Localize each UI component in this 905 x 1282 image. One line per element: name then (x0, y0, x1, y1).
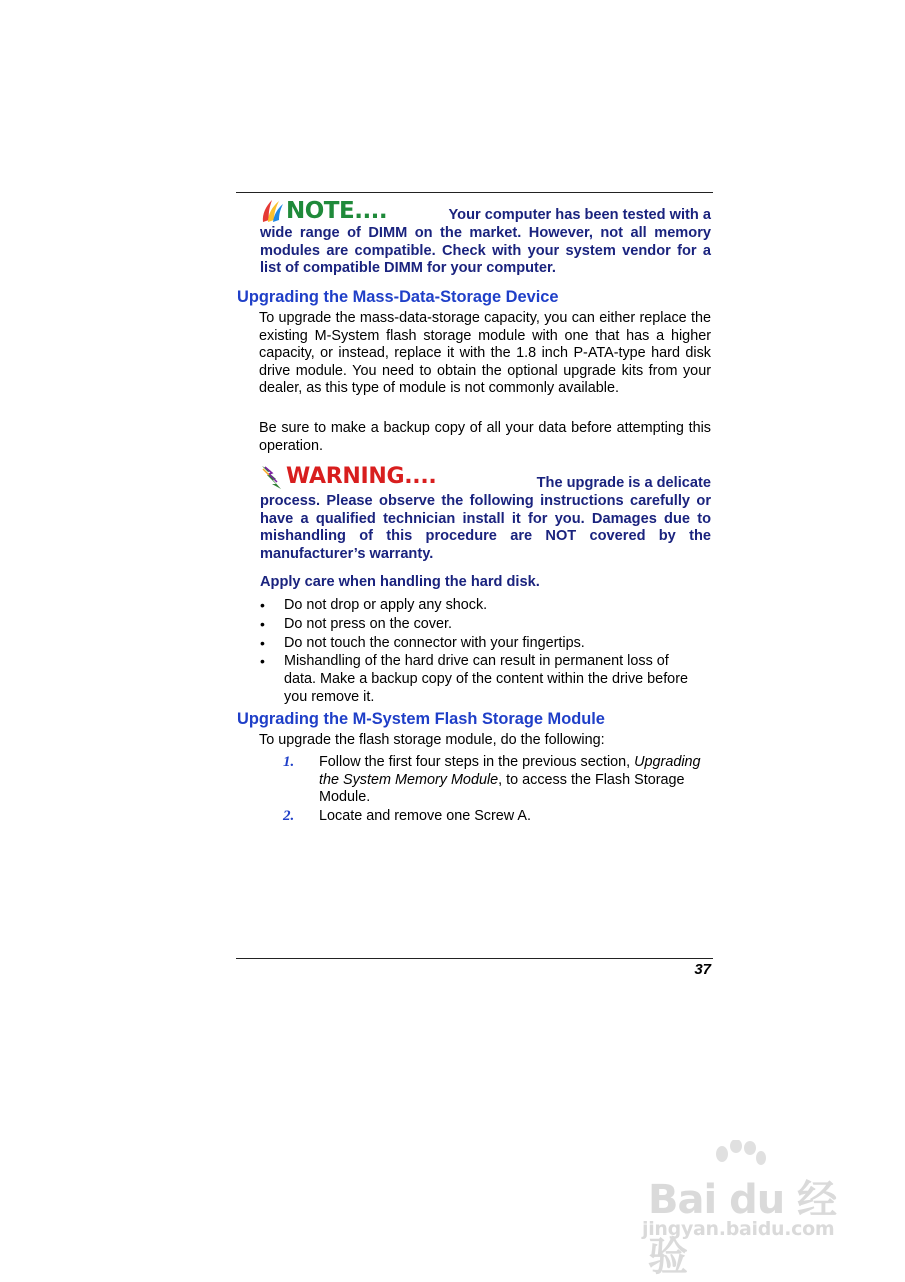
step-number: 2. (283, 808, 295, 825)
step-text: Locate and remove one Screw A. (319, 808, 531, 825)
bullet-icon: • (260, 634, 265, 651)
list-item (259, 635, 699, 653)
warning-label: WARNING.... (286, 464, 437, 489)
note-callout (260, 197, 711, 278)
section-heading-mass-storage: Upgrading the Mass-Data-Storage Device (237, 288, 559, 306)
bullet-icon: • (260, 615, 265, 632)
note-first-line: Your computer has been tested with a (448, 207, 711, 223)
step-text-tail: , to access the Flash Storage Module. (319, 771, 685, 806)
watermark-brand: Bai du 经验 (648, 1177, 837, 1280)
step-number: 1. (283, 754, 295, 770)
steps-list (283, 754, 703, 827)
section-heading-flash-module: Upgrading the M-System Flash Storage Module (237, 710, 605, 728)
note-logo (260, 197, 387, 225)
mass-storage-paragraph: To upgrade the mass-data-storage capacity, you can either replace the existing M-System flash storage module with one that has a higher capacity, or instead, replace it with the 1.8 inch P-ATA-type hard disk drive module. You need to obtain the optional upgrade kits from your dealer, as this type of module is not commonly available. (259, 310, 711, 397)
page-number: 37 (694, 961, 711, 978)
watermark-url: jingyan.baidu.com (642, 1218, 835, 1240)
step-item (283, 754, 703, 807)
step-item (283, 808, 703, 826)
bottom-rule (236, 958, 713, 959)
bullet-text: Mishandling of the hard drive can result in permanent loss of data. Make a backup copy of the content within the drive before you remove it. (284, 653, 688, 705)
bullet-icon: • (260, 653, 265, 670)
warning-logo (260, 463, 436, 491)
bullet-text: Do not press on the cover. (284, 615, 452, 632)
warning-first-line: The upgrade is a delicate (536, 475, 711, 491)
warning-callout (260, 463, 711, 563)
bullet-text: Do not touch the connector with your fingertips. (284, 634, 585, 651)
warning-body: process. Please observe the following instructions carefully or have a qualified technician install it for you. Damages due to mishandling of this procedure are NOT covered by the manufacturer’s warranty. (260, 493, 711, 562)
bullet-text: Do not drop or apply any shock. (284, 597, 488, 613)
note-body: wide range of DIMM on the market. However, not all memory modules are compatible. Check with your system vendor for a list of compatible DIMM for your computer. (260, 225, 711, 277)
list-item (259, 597, 699, 615)
flash-intro-paragraph: To upgrade the flash storage module, do the following: (259, 732, 605, 748)
note-label: NOTE.... (286, 198, 388, 224)
care-title: Apply care when handling the hard disk. (260, 574, 540, 590)
top-rule (236, 192, 713, 193)
note-swoosh-icon (260, 198, 284, 224)
list-item (259, 653, 699, 706)
step-reference: Upgrading the System Memory Module (319, 754, 701, 788)
list-item (259, 616, 699, 634)
warning-bolt-icon (260, 464, 284, 490)
baidu-watermark (640, 1140, 855, 1280)
bullet-icon: • (260, 597, 265, 613)
step-text: Follow the first four steps in the previous section, (319, 754, 631, 770)
care-bullet-list (259, 597, 699, 707)
backup-paragraph: Be sure to make a backup copy of all your data before attempting this operation. (259, 420, 711, 454)
